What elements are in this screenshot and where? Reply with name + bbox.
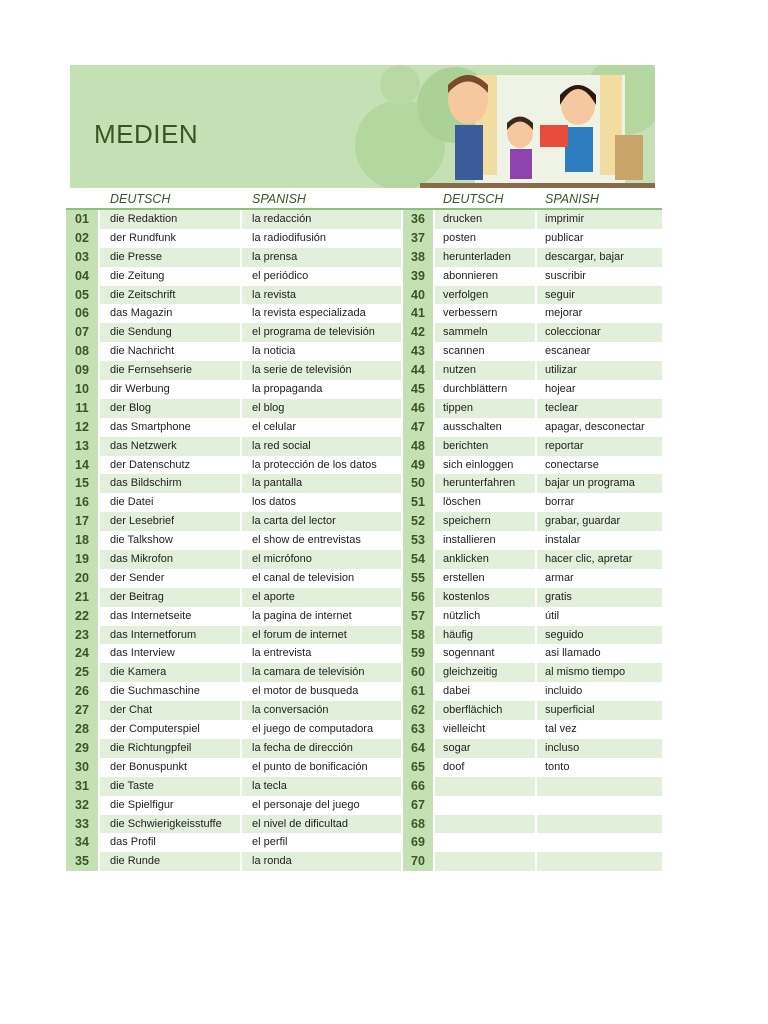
row-number: 30 — [66, 758, 98, 777]
spanish-word: el celular — [252, 420, 297, 433]
row-number: 64 — [403, 739, 433, 758]
german-word: herunterfahren — [435, 474, 535, 493]
german-word: die Runde — [100, 852, 240, 871]
row-number: 31 — [66, 777, 98, 796]
row-number: 41 — [403, 304, 433, 323]
german-word: das Smartphone — [110, 420, 191, 433]
german-word: häufig — [435, 626, 535, 645]
row-number: 21 — [66, 588, 98, 607]
german-word: die Zeitung — [110, 269, 165, 282]
row-number: 17 — [66, 512, 98, 531]
spanish-word: hojear — [545, 383, 576, 396]
row-number: 08 — [66, 342, 98, 361]
row-number: 32 — [66, 796, 98, 815]
german-word: das Profil — [110, 836, 156, 849]
table-row — [66, 286, 662, 305]
german-word: löschen — [443, 496, 481, 509]
spanish-word: publicar — [545, 231, 584, 244]
table-row — [66, 720, 662, 739]
german-word: sogar — [435, 739, 535, 758]
spanish-word: armar — [545, 571, 574, 584]
german-word: die Presse — [100, 248, 240, 267]
spanish-word: la ronda — [242, 852, 401, 871]
row-number: 70 — [403, 852, 433, 871]
row-number: 26 — [66, 682, 98, 701]
german-word: doof — [443, 760, 465, 773]
spanish-word: instalar — [545, 534, 581, 547]
table-row — [66, 342, 662, 361]
spanish-word: el punto de bonificación — [252, 760, 368, 773]
german-word: die Schwierigkeisstuffe — [100, 815, 240, 834]
table-row — [66, 626, 662, 645]
german-word: das Interview — [110, 647, 175, 660]
row-number: 11 — [66, 399, 98, 418]
spanish-word: la protección de los datos — [252, 458, 377, 471]
row-number: 15 — [66, 474, 98, 493]
german-word: abonnieren — [443, 269, 499, 282]
spanish-word: la carta del lector — [242, 512, 401, 531]
table-header — [66, 190, 662, 210]
spanish-word: teclear — [537, 399, 662, 418]
german-word: der Datenschutz — [110, 458, 191, 471]
german-word: die Datei — [110, 496, 154, 509]
spanish-word: el motor de busqueda — [252, 685, 359, 698]
page-title: MEDIEN — [94, 119, 199, 149]
row-number: 60 — [403, 663, 433, 682]
german-word: herunterladen — [435, 248, 535, 267]
row-number: 14 — [66, 456, 98, 475]
spanish-word: descargar, bajar — [537, 248, 662, 267]
german-word: die Spielfigur — [110, 798, 174, 811]
german-word: dabei — [443, 685, 470, 698]
german-word: speichern — [435, 512, 535, 531]
table-row — [66, 701, 662, 720]
spanish-word: la noticia — [252, 345, 296, 358]
spanish-word: el micrófono — [242, 550, 401, 569]
row-number: 20 — [66, 569, 98, 588]
spanish-word — [537, 852, 662, 871]
german-word: vielleicht — [443, 723, 486, 736]
german-word: das Magazin — [110, 307, 173, 320]
table-row — [66, 248, 662, 267]
german-word: sogennant — [443, 647, 495, 660]
spanish-word: coleccionar — [537, 323, 662, 342]
table-row — [66, 512, 662, 531]
spanish-word: el show de entrevistas — [252, 534, 361, 547]
row-number: 53 — [403, 531, 433, 550]
spanish-word: la revista especializada — [252, 307, 366, 320]
spanish-word: la camara de televisión — [242, 663, 401, 682]
table-row — [66, 663, 662, 682]
row-number: 19 — [66, 550, 98, 569]
row-number: 28 — [66, 720, 98, 739]
row-number: 18 — [66, 531, 98, 550]
row-number: 01 — [66, 210, 98, 229]
german-word: berichten — [435, 437, 535, 456]
german-word: sammeln — [435, 323, 535, 342]
german-word: die Redaktion — [100, 210, 240, 229]
german-word — [435, 796, 535, 815]
german-word: verfolgen — [435, 286, 535, 305]
table-row — [66, 323, 662, 342]
row-number: 55 — [403, 569, 433, 588]
german-word: der Bonuspunkt — [110, 760, 188, 773]
spanish-word: la red social — [242, 437, 401, 456]
table-row — [66, 304, 662, 323]
row-number: 51 — [403, 493, 433, 512]
spanish-word: asi llamado — [545, 647, 601, 660]
row-number: 68 — [403, 815, 433, 834]
spanish-word: bajar un programa — [537, 474, 662, 493]
table-row — [66, 229, 662, 248]
german-word: der Chat — [100, 701, 240, 720]
spanish-word: el aporte — [242, 588, 401, 607]
spanish-word: el forum de internet — [242, 626, 401, 645]
spanish-word: escanear — [545, 345, 591, 358]
german-word: die Talkshow — [110, 534, 173, 547]
spanish-word — [537, 796, 662, 815]
spanish-word — [537, 833, 662, 852]
german-word: nutzen — [435, 361, 535, 380]
german-word: der Sender — [110, 571, 165, 584]
table-row — [66, 267, 662, 286]
german-word: die Fernsehserie — [100, 361, 240, 380]
spanish-word: superficial — [537, 701, 662, 720]
german-word: die Sendung — [100, 323, 240, 342]
spanish-word: la redacción — [242, 210, 401, 229]
vocabulary-table — [66, 190, 662, 871]
table-row — [66, 682, 662, 701]
german-word: verbessern — [443, 307, 498, 320]
german-word — [435, 815, 535, 834]
spanish-word: los datos — [252, 496, 297, 509]
row-number: 45 — [403, 380, 433, 399]
german-word: die Kamera — [100, 663, 240, 682]
table-row — [66, 493, 662, 512]
row-number: 65 — [403, 758, 433, 777]
spanish-word: mejorar — [545, 307, 583, 320]
german-word: scannen — [443, 345, 485, 358]
table-row — [66, 380, 662, 399]
row-number: 49 — [403, 456, 433, 475]
spanish-word: el blog — [242, 399, 401, 418]
row-number: 48 — [403, 437, 433, 456]
row-number: 39 — [403, 267, 433, 286]
spanish-word: seguido — [537, 626, 662, 645]
row-number: 04 — [66, 267, 98, 286]
german-word: die Nachricht — [110, 345, 175, 358]
row-number: 25 — [66, 663, 98, 682]
spanish-word: la serie de televisión — [242, 361, 401, 380]
german-word: der Computerspiel — [110, 723, 200, 736]
german-word: das Mikrofon — [100, 550, 240, 569]
spanish-word: la radiodifusión — [252, 231, 326, 244]
german-word: drucken — [435, 210, 535, 229]
row-number: 69 — [403, 833, 433, 852]
table-row — [66, 437, 662, 456]
spanish-word: suscribir — [545, 269, 586, 282]
spanish-word: la tecla — [242, 777, 401, 796]
row-number: 54 — [403, 550, 433, 569]
row-number: 24 — [66, 644, 98, 663]
german-word: sich einloggen — [443, 458, 514, 471]
table-row — [66, 833, 662, 852]
row-number: 36 — [403, 210, 433, 229]
table-row — [66, 815, 662, 834]
table-body — [66, 210, 662, 871]
header-spanish-1: SPANISH — [252, 192, 306, 206]
table-row — [66, 456, 662, 475]
table-row — [66, 739, 662, 758]
german-word: kostenlos — [435, 588, 535, 607]
german-word: der Beitrag — [100, 588, 240, 607]
spanish-word: el juego de computadora — [252, 723, 374, 736]
row-number: 03 — [66, 248, 98, 267]
row-number: 16 — [66, 493, 98, 512]
spanish-word: el perfil — [252, 836, 288, 849]
table-row — [66, 399, 662, 418]
row-number: 07 — [66, 323, 98, 342]
row-number: 12 — [66, 418, 98, 437]
german-word: installieren — [443, 534, 496, 547]
german-word: durchblättern — [443, 383, 508, 396]
spanish-word: incluido — [545, 685, 583, 698]
row-number: 35 — [66, 852, 98, 871]
german-word: erstellen — [443, 571, 485, 584]
german-word: nützlich — [443, 609, 481, 622]
spanish-word: la propaganda — [252, 383, 323, 396]
row-number: 29 — [66, 739, 98, 758]
spanish-word: el nivel de dificultad — [242, 815, 401, 834]
table-row — [66, 474, 662, 493]
spanish-word: imprimir — [537, 210, 662, 229]
german-word — [435, 852, 535, 871]
german-word — [435, 833, 535, 852]
row-number: 38 — [403, 248, 433, 267]
row-number: 59 — [403, 644, 433, 663]
spanish-word: grabar, guardar — [537, 512, 662, 531]
german-word: das Netzwerk — [100, 437, 240, 456]
spanish-word: la prensa — [242, 248, 401, 267]
spanish-word: la pantalla — [242, 474, 401, 493]
spanish-word: borrar — [545, 496, 575, 509]
row-number: 67 — [403, 796, 433, 815]
row-number: 62 — [403, 701, 433, 720]
spanish-word: el canal de television — [252, 571, 355, 584]
spanish-word — [537, 777, 662, 796]
spanish-word: apagar, desconectar — [545, 420, 645, 433]
spanish-word: al mismo tiempo — [537, 663, 662, 682]
row-number: 42 — [403, 323, 433, 342]
german-word: das Bildschirm — [100, 474, 240, 493]
spanish-word: el programa de televisión — [242, 323, 401, 342]
german-word: das Internetforum — [100, 626, 240, 645]
table-row — [66, 796, 662, 815]
table-row — [66, 531, 662, 550]
german-word — [435, 777, 535, 796]
header-banner — [70, 65, 655, 188]
german-word: tippen — [435, 399, 535, 418]
spanish-word: la revista — [242, 286, 401, 305]
row-number: 61 — [403, 682, 433, 701]
row-number: 05 — [66, 286, 98, 305]
row-number: 52 — [403, 512, 433, 531]
german-word: anklicken — [435, 550, 535, 569]
spanish-word: la fecha de dirección — [242, 739, 401, 758]
german-word: der Lesebrief — [100, 512, 240, 531]
row-number: 13 — [66, 437, 98, 456]
table-row — [66, 210, 662, 229]
table-row — [66, 418, 662, 437]
spanish-word: la entrevista — [252, 647, 312, 660]
table-row — [66, 361, 662, 380]
german-word: die Taste — [100, 777, 240, 796]
table-row — [66, 758, 662, 777]
row-number: 56 — [403, 588, 433, 607]
table-row — [66, 607, 662, 626]
german-word: die Richtungpfeil — [100, 739, 240, 758]
row-number: 58 — [403, 626, 433, 645]
german-word: die Suchmaschine — [110, 685, 200, 698]
row-number: 57 — [403, 607, 433, 626]
spanish-word: seguir — [537, 286, 662, 305]
row-number: 27 — [66, 701, 98, 720]
row-number: 40 — [403, 286, 433, 305]
header-spanish-2: SPANISH — [545, 192, 599, 206]
row-number: 34 — [66, 833, 98, 852]
spanish-word: tonto — [545, 760, 570, 773]
row-number: 63 — [403, 720, 433, 739]
row-number: 47 — [403, 418, 433, 437]
spanish-word: tal vez — [545, 723, 577, 736]
header-deutsch-1: DEUTSCH — [110, 192, 171, 206]
spanish-word: reportar — [537, 437, 662, 456]
header-deutsch-2: DEUTSCH — [443, 192, 504, 206]
table-row — [66, 777, 662, 796]
row-number: 02 — [66, 229, 98, 248]
spanish-word: hacer clic, apretar — [537, 550, 662, 569]
spanish-word: conectarse — [545, 458, 599, 471]
german-word: dir Werbung — [110, 383, 170, 396]
german-word: gleichzeitig — [435, 663, 535, 682]
row-number: 50 — [403, 474, 433, 493]
spanish-word: la pagina de internet — [252, 609, 352, 622]
german-word: posten — [443, 231, 477, 244]
spanish-word: útil — [545, 609, 560, 622]
german-word: ausschalten — [443, 420, 502, 433]
table-row — [66, 644, 662, 663]
table-row — [66, 588, 662, 607]
german-word: das Internetseite — [110, 609, 192, 622]
row-number: 22 — [66, 607, 98, 626]
spanish-word: incluso — [537, 739, 662, 758]
row-number: 66 — [403, 777, 433, 796]
row-number: 09 — [66, 361, 98, 380]
table-row — [66, 569, 662, 588]
spanish-word: el personaje del juego — [252, 798, 360, 811]
german-word: der Rundfunk — [110, 231, 177, 244]
row-number: 10 — [66, 380, 98, 399]
row-number: 46 — [403, 399, 433, 418]
row-number: 33 — [66, 815, 98, 834]
row-number: 06 — [66, 304, 98, 323]
spanish-word: el periódico — [252, 269, 309, 282]
spanish-word — [537, 815, 662, 834]
german-word: der Blog — [100, 399, 240, 418]
german-word: oberflächich — [435, 701, 535, 720]
row-number: 43 — [403, 342, 433, 361]
spanish-word: gratis — [537, 588, 662, 607]
row-number: 37 — [403, 229, 433, 248]
table-row — [66, 852, 662, 871]
spanish-word: la conversación — [242, 701, 401, 720]
row-number: 23 — [66, 626, 98, 645]
table-row — [66, 550, 662, 569]
german-word: die Zeitschrift — [100, 286, 240, 305]
row-number: 44 — [403, 361, 433, 380]
spanish-word: utilizar — [537, 361, 662, 380]
